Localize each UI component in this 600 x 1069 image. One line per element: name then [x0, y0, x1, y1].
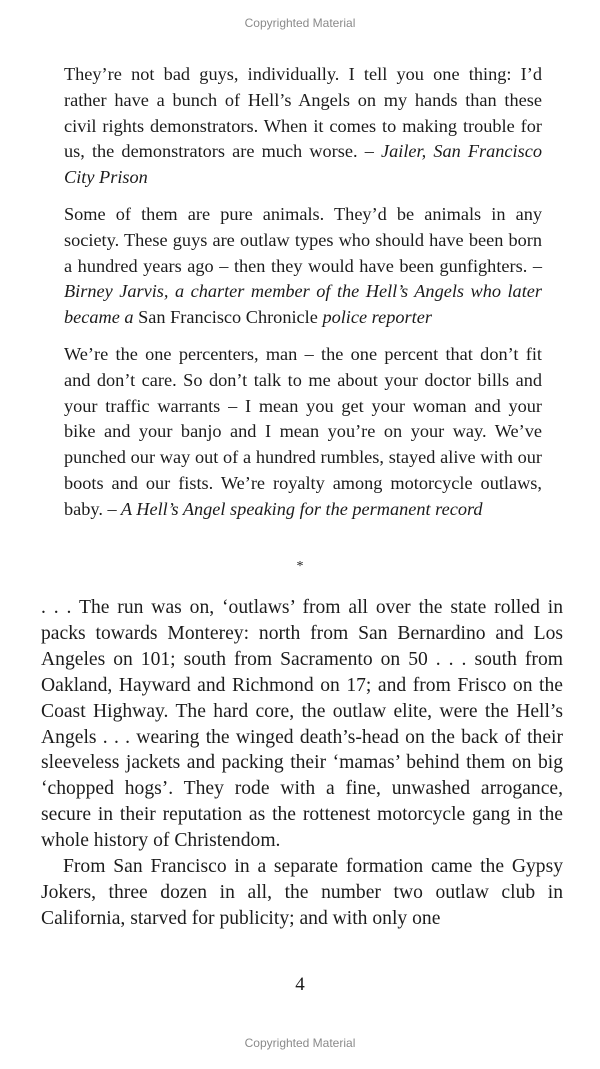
epigraph-birney-jarvis: [64, 202, 542, 331]
epigraph-attribution: – Jailer, San Francisco City Prison: [64, 141, 542, 188]
newspaper-name: San Francisco Chronicle: [138, 307, 318, 328]
body-paragraph: . . . The run was on, ‘outlaws’ from all over the state rolled in packs towards Monterey: north from San Bernardino and Los Angeles on 101; south from Sacramento on 50 . . . south from Oakland, Hayward and Richmond on 17; and from Frisco on the Coast Highway. The hard core, the outlaw elite, were the Hell’s Angels . . . wearing the winged death’s-head on the back of their sleeveless jackets and packing their ‘mamas’ behind them on big ‘chopped hogs’. They rode with a fine, unwashed arrogance, secure in their reputation as the rottenest motorcycle gang in the whole history of Christendom.: [41, 597, 563, 852]
body-text: [41, 595, 563, 932]
copyright-watermark-top: Copyrighted Material: [244, 16, 356, 30]
epigraph-quote: Some of them are pure animals. They’d be animals in any society. These guys are outlaw types who should have been born a hundred years ago – then they would have been gunfighters.: [64, 203, 542, 276]
epigraph-jailer: [64, 62, 542, 191]
epigraph-quote: We’re the one percenters, man – the one percent that don’t fit and don’t care. So don’t talk to me about your doctor bills and your traffic warrants – I mean you get your woman and your bike and your banjo and I mean you’re on your way. We’ve punched our way out of a hundred rumbles, stayed alive with our boots and our fists. We’re royalty among motorcycle outlaws, baby.: [64, 343, 542, 519]
section-separator-star: *: [296, 559, 304, 574]
epigraph-quote: They’re not bad guys, individually. I tell you one thing: I’d rather have a bunch of Hell’s Angels on my hands than these civil rights demonstrators. When it comes to making trouble for us, the demonstrators are much worse.: [64, 64, 542, 162]
page-number: 4: [295, 974, 305, 995]
attribution-text: police reporter: [322, 307, 432, 328]
epigraphs: [64, 62, 542, 534]
epigraph-attribution: – A Hell’s Angel speaking for the permanent record: [107, 498, 483, 519]
copyright-watermark-bottom: Copyrighted Material: [244, 1036, 356, 1050]
body-paragraph: From San Francisco in a separate formation came the Gypsy Jokers, three dozen in all, the number two outlaw club in California, starved for publicity; and with only one: [41, 856, 563, 929]
epigraph-one-percenters: [64, 342, 542, 523]
attribution-text: – Birney Jarvis, a charter member of the Hell’s Angels who later became a: [64, 255, 542, 328]
